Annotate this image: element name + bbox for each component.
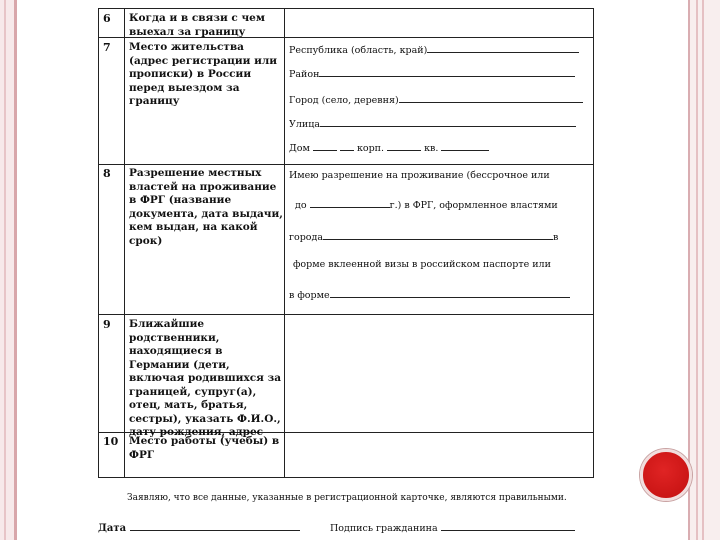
permit-text-line4: форме вклеенной визы в российском паспорте или bbox=[293, 259, 551, 270]
left-decorative-border bbox=[0, 0, 17, 540]
row-label-departure: Когда и в связи с чем выехал за границу bbox=[129, 12, 265, 38]
label-column-divider bbox=[284, 9, 285, 477]
city-label: Город (село, деревня) bbox=[289, 95, 399, 106]
permit-form-field[interactable] bbox=[289, 288, 570, 301]
permit-authorities-text: г.) в ФРГ, оформленное властями bbox=[389, 200, 558, 211]
row-number: 9 bbox=[103, 318, 111, 331]
street-label: Улица bbox=[289, 119, 321, 130]
signature-field[interactable] bbox=[330, 521, 575, 534]
republic-field[interactable] bbox=[289, 43, 579, 56]
row-number: 7 bbox=[103, 41, 111, 54]
street-field[interactable] bbox=[289, 117, 576, 130]
permit-city-label: города bbox=[289, 232, 324, 243]
permit-until-field[interactable] bbox=[295, 198, 558, 211]
building-label: корп. bbox=[356, 143, 385, 154]
registration-form-table bbox=[98, 8, 594, 478]
apartment-label: кв. bbox=[424, 143, 439, 154]
permit-text-line1: Имею разрешение на проживание (бессрочное или bbox=[289, 170, 550, 181]
district-field[interactable] bbox=[289, 67, 575, 80]
permit-until-label: до bbox=[295, 200, 307, 211]
row-divider bbox=[99, 164, 593, 165]
permit-in-text: в bbox=[553, 232, 559, 243]
red-circle-marker bbox=[640, 449, 692, 501]
district-label: Район bbox=[289, 69, 320, 80]
declaration-statement: Заявляю, что все данные, указанные в регистрационной карточке, являются правильными. bbox=[127, 493, 567, 503]
row-number: 6 bbox=[103, 12, 111, 25]
permit-form-label: в форме bbox=[289, 290, 330, 301]
row-label-permit: Разрешение местных властей на проживание в ФРГ (название документа, дата выдачи, кем выдан, на какой срок) bbox=[129, 167, 283, 247]
republic-label: Республика (область, край) bbox=[289, 45, 428, 56]
row-number: 8 bbox=[103, 167, 111, 180]
row-label-workplace: Место работы (учебы) в ФРГ bbox=[129, 435, 280, 461]
house-label: Дом bbox=[289, 143, 310, 154]
right-decorative-border bbox=[688, 0, 720, 540]
number-column-divider bbox=[124, 9, 125, 477]
signature-label: Подпись гражданина bbox=[330, 523, 438, 534]
row-label-relatives: Ближайшие родственники, находящиеся в Германии (дети, включая родившихся за границей, супруг(а), отец, мать, братья, сестры), указать Ф.И.О., дату рождения, адрес bbox=[129, 318, 282, 438]
date-label: Дата bbox=[98, 523, 127, 534]
row-label-residence: Место жительства (адрес регистрации или прописки) в России перед выездом за границу bbox=[129, 41, 278, 107]
row-number: 10 bbox=[103, 435, 119, 448]
date-field[interactable] bbox=[98, 521, 300, 534]
city-field[interactable] bbox=[289, 93, 583, 106]
permit-city-field[interactable] bbox=[289, 230, 558, 243]
house-field[interactable] bbox=[289, 141, 489, 154]
row-divider bbox=[99, 314, 593, 315]
